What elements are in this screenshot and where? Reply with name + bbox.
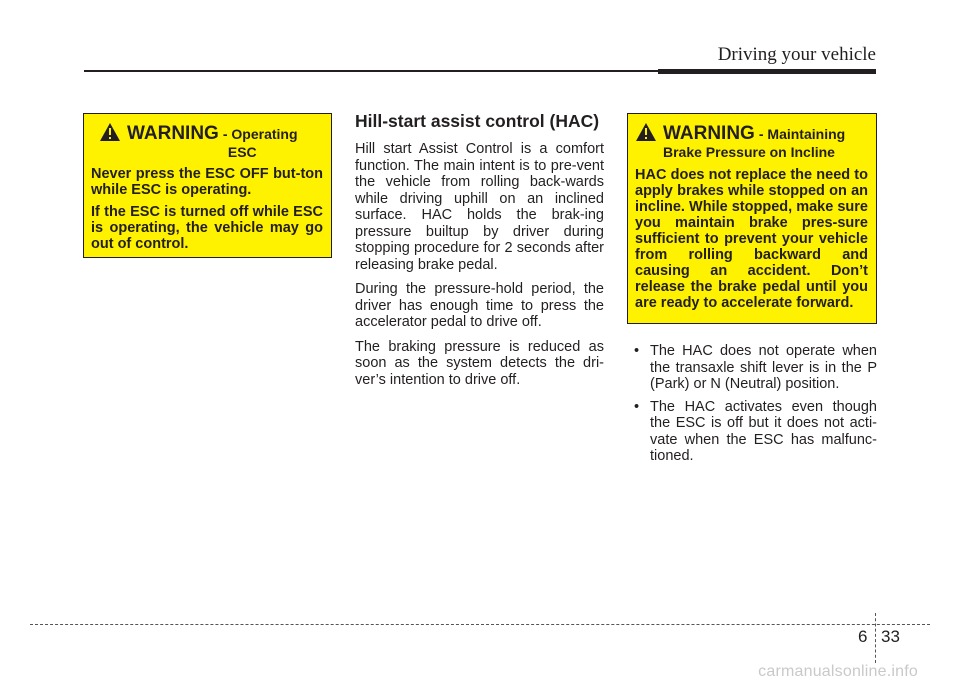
header-rule-accent (658, 69, 876, 74)
list-item (627, 343, 877, 393)
warning-paragraph: If the ESC is turned off while ESC is operating, the vehicle may go out of control. (91, 204, 323, 252)
body-paragraph: During the pressure-hold period, the driver has enough time to press the accelerator pedal to drive off. (355, 281, 604, 330)
warning-subtitle: - Operating (222, 126, 298, 142)
main-column (355, 111, 604, 396)
list-item (627, 399, 877, 465)
bullet-icon: • (634, 398, 640, 415)
warning-triangle-icon (99, 122, 121, 142)
warning-triangle-icon (635, 122, 657, 142)
warning-word: WARNING (663, 123, 755, 144)
bullet-icon: • (634, 343, 640, 359)
warning-paragraph: HAC does not replace the need to apply brakes while stopped on an incline. While stopped, make sure you maintain brake pres-sure sufficient to prevent your vehicle from rolling backward and causing an accident. Don’t release the brake pedal until you are ready to accelerate forward. (635, 167, 868, 311)
section-title: Hill-start assist control (HAC) (355, 111, 600, 131)
warning-header (91, 124, 323, 160)
bullet-list (627, 343, 877, 471)
body-paragraph: The braking pressure is reduced as soon as the system detects the dri-ver’s intention to drive off. (355, 338, 604, 388)
warning-box-operating-esc (83, 113, 332, 258)
warning-word: WARNING (127, 123, 219, 144)
body-paragraph: Hill start Assist Control is a comfort function. The main intent is to pre-vent the vehicle from rolling back-wards while driving uphill on an inclined surface. HAC holds the brak-ing pressure builtup by driver during stopping procedure for 2 seconds after releasing brake pedal. (355, 141, 604, 273)
list-item-text: The HAC activates even though the ESC is off but it does not acti-vate when the ESC has malfunc-tioned. (650, 398, 877, 464)
warning-subtitle: - Maintaining (758, 126, 846, 142)
chapter-number: 6 (858, 627, 868, 646)
footer-divider (875, 613, 876, 663)
warning-subtitle-line2: ESC (227, 144, 257, 160)
footer-rule (30, 624, 930, 625)
watermark: carmanualsonline.info (758, 663, 918, 680)
page-number: 33 (881, 627, 900, 646)
warning-paragraph: Never press the ESC OFF but-ton while ESC is operating. (91, 166, 323, 198)
warning-box-brake-pressure (627, 113, 877, 324)
warning-subtitle-line2: Brake Pressure on Incline (663, 144, 835, 160)
header-title: Driving your vehicle (717, 44, 876, 65)
list-item-text: The HAC does not operate when the transaxle shift lever is in the P (Park) or N (Neutral) position. (650, 343, 877, 392)
warning-header (635, 124, 868, 161)
